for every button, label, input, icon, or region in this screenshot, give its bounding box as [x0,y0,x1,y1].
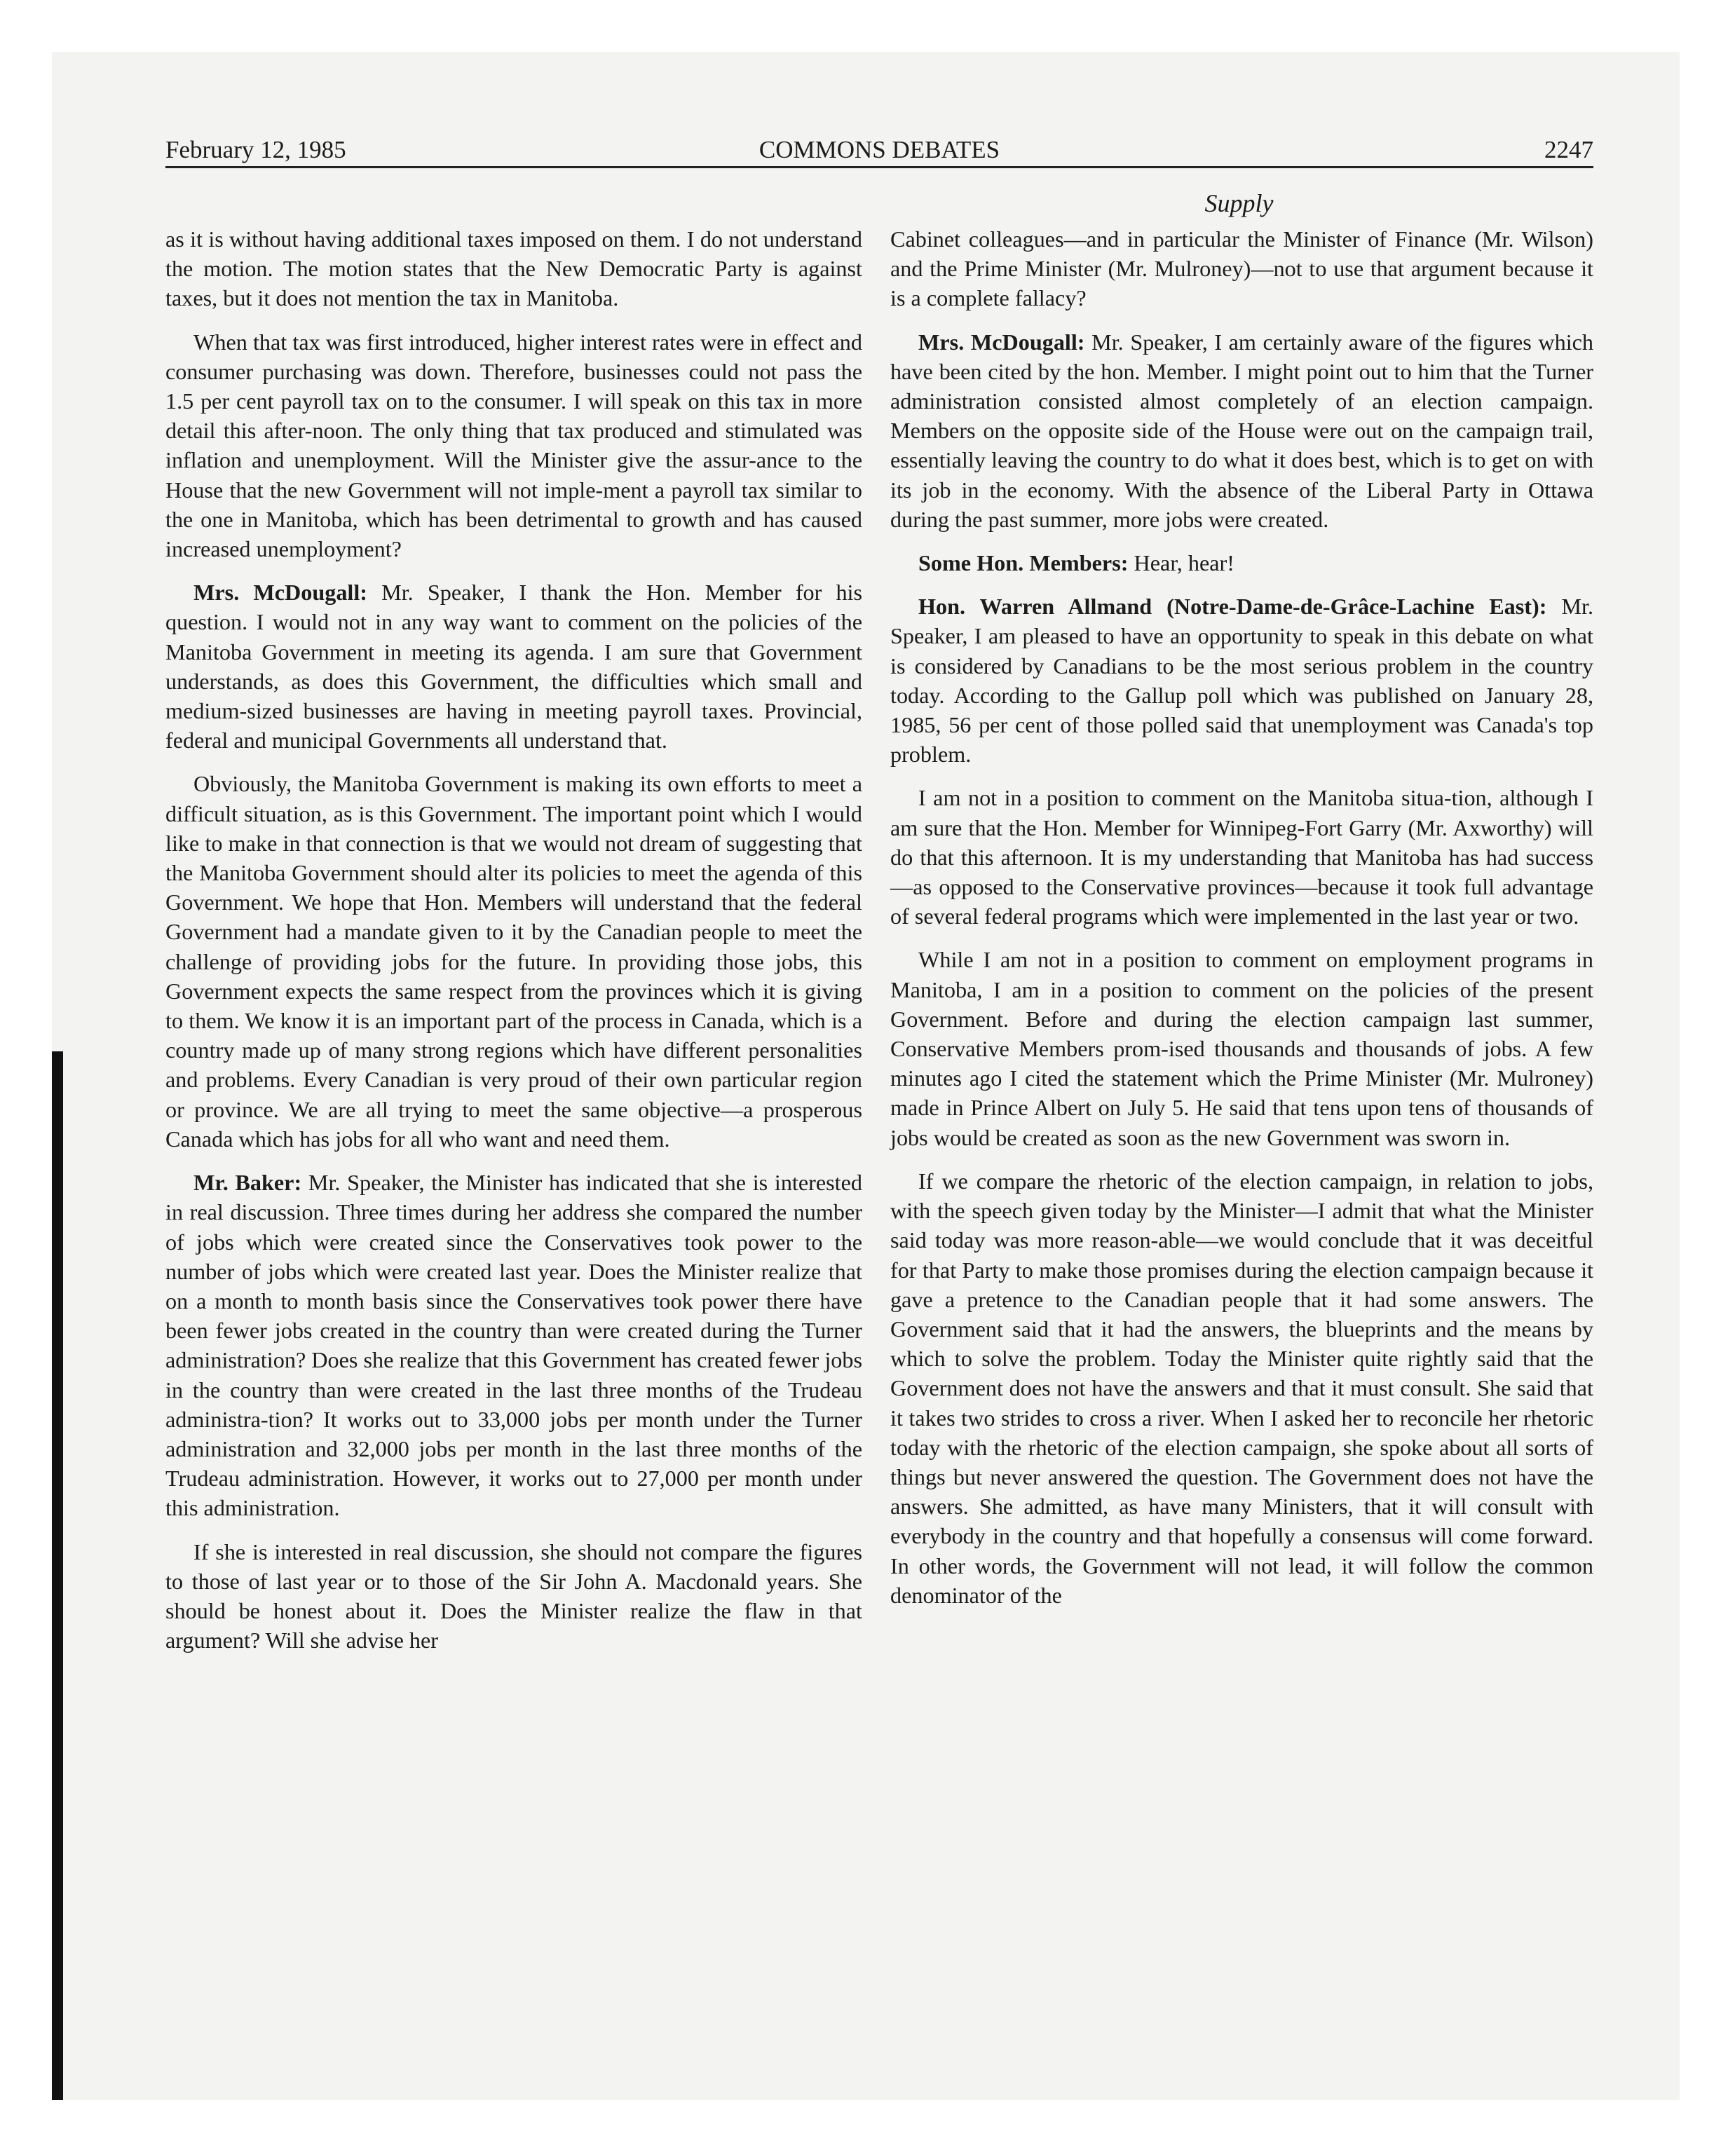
paragraph-text: If she is interested in real discussion, she should not compare the figures to those of last year or to those of the Sir John A. Macdonald years. She should be honest about it. Does the Minister realize the flaw in that argument? Will she advise her [165,1538,862,1653]
paragraph-text: Mr. Speaker, I am certainly aware of the figures which have been cited by the hon. Member. I might point out to him that the Turner administration consisted almost completely of an election campaign. Members on the opposite side of the House were out on the campaign trail, essentially leaving the country to do what it does best, which is to get on with its job in the economy. With the absence of the Liberal Party in Ottawa during the past summer, more jobs were created. [890,329,1594,532]
speech-paragraph [890,592,1593,769]
speech-paragraph [890,327,1593,534]
paragraph-text: Hear, hear! [1134,550,1234,576]
header-date: February 12, 1985 [165,136,346,163]
speaker-name: Some Hon. Members: [918,550,1129,576]
header-title: COMMONS DEBATES [758,136,1000,163]
paragraph-text: I am not in a position to comment on the Manitoba situa-tion, although I am sure that the Hon. Member for Winnipeg-Fort Garry (Mr. Axworthy) will do that this afternoon. It is my understanding that Manitoba has had success—as opposed to the Conservative provinces—because it took full advantage of several federal programs which were implemented in the last year or two. [890,785,1593,929]
paragraph [890,224,1593,313]
speech-paragraph [165,1168,862,1522]
binding-shadow [52,1051,63,2100]
paragraph-text: Mr. Speaker, I thank the Hon. Member for his question. I would not in any way want to comment on the policies of the Manitoba Government in meeting its agenda. I am sure that Government understands, as does this Government, the difficulties which small and medium-sized businesses are having in meeting payroll taxes. Provincial, federal and municipal Governments all understand that. [165,580,863,753]
paragraph [890,1166,1593,1610]
paragraph [165,224,862,313]
paragraph-text: Cabinet colleagues—and in particular the Minister of Finance (Mr. Wilson) and the Prime Minister (Mr. Mulroney)—not to use that argument because it is a complete fallacy? [890,226,1593,311]
paragraph-text: While I am not in a position to comment on employment programs in Manitoba, I am in a position to comment on the policies of the present Government. Before and during the election campaign last summer, Conservative Members prom-ised thousands and thousands of jobs. A few minutes ago I cited the statement which the Prime Minister (Mr. Mulroney) made in Prince Albert on July 5. He said that tens upon tens of thousands of jobs would be created as soon as the new Government was sworn in. [890,947,1593,1150]
paragraph-text: If we compare the rhetoric of the election campaign, in relation to jobs, with the speech given today by the Minister—I admit that what the Minister said today was more reason-able—we would conclude that it was deceitful for that Party to make those promises during the election campaign because it gave a pretence to the Canadian people that it had some answers. The Government said that it had the answers, the blueprints and the means by which to solve the problem. Today the Minister quite rightly said that the Government does not have the answers and that it must consult. She said that it takes two strides to cross a river. When I asked her to reconcile her rhetoric today with the rhetoric of the election campaign, she spoke about all sorts of things but never answered the question. The Government does not have the answers. She admitted, as have many Ministers, that it will consult with everybody in the country and that hopefully a consensus will come forward. In other words, the Government will not lead, it will follow the common denominator of the [890,1168,1593,1608]
speaker-name: Mrs. McDougall: [193,580,368,606]
speech-paragraph [165,578,862,755]
paragraph [165,1537,862,1656]
paragraph [165,327,862,564]
right-column [890,224,1593,1624]
section-heading: Supply [1204,189,1274,217]
paragraph-text: Mr. Speaker, the Minister has indicated that she is interested in real discussion. Three times during her address she compared the number of jobs which were created since the Conservatives took power to the number of jobs which were created last year. Does the Minister realize that on a month to month basis since the Conservatives took power there have been fewer jobs created in the country than were created during the Turner administration? Does she realize that this Government has created fewer jobs in the country than were created in the last three months of the Trudeau administra-tion? It works out to 33,000 jobs per month under the Turner administration and 32,000 jobs per month in the last three months of the Trudeau administration. However, it works out to 27,000 per month under this administration. [165,1170,862,1521]
paragraph [165,769,862,1154]
paragraph-text: Obviously, the Manitoba Government is making its own efforts to meet a difficult situation, as is this Government. The important point which I would like to make in that connection is that we would not dream of suggesting that the Manitoba Government should alter its policies to meet the agenda of this Government. We hope that Hon. Members will understand that the federal Government had a mandate given to it by the Canadian people to meet the challenge of providing jobs for the future. In providing those jobs, this Government expects the same respect from the provinces which it is giving to them. We know it is an important part of the process in Canada, which is a country made up of many strong regions which have different personalities and problems. Every Canadian is very proud of their own particular region or province. We are all trying to meet the same objective—a prosperous Canada which has jobs for all who want and need them. [165,771,862,1152]
header-rule [165,166,1593,168]
speech-paragraph [890,548,1593,578]
paragraph-text: Mr. Speaker, I am pleased to have an opportunity to speak in this debate on what is considered by Canadians to be the most serious problem in the country today. According to the Gallup poll which was published on January 28, 1985, 56 per cent of those polled said that unemployment was Canada's top problem. [890,594,1593,767]
page-number: 2247 [1544,136,1593,163]
page-header [165,135,1593,168]
paragraph-text: as it is without having additional taxes imposed on them. I do not understand the motion. The motion states that the New Democratic Party is against taxes, but it does not mention the tax in Manitoba. [165,226,862,311]
paragraph-text: When that tax was first introduced, higher interest rates were in effect and consumer purchasing was down. Therefore, businesses could not pass the 1.5 per cent payroll tax on to the consumer. I will speak on this tax in more detail this after-noon. The only thing that tax produced and stimulated was inflation and unemployment. Will the Minister give the assur-ance to the House that the new Government will not imple-ment a payroll tax similar to the one in Manitoba, which has been detrimental to growth and has caused increased unemployment? [165,329,862,562]
paragraph [890,945,1593,1152]
paragraph [890,783,1593,931]
speaker-name: Mrs. McDougall: [918,329,1085,355]
speaker-name: Hon. Warren Allmand (Notre-Dame-de-Grâce-Lachine East): [918,594,1547,620]
left-column [165,224,862,1669]
speaker-name: Mr. Baker: [193,1170,302,1196]
